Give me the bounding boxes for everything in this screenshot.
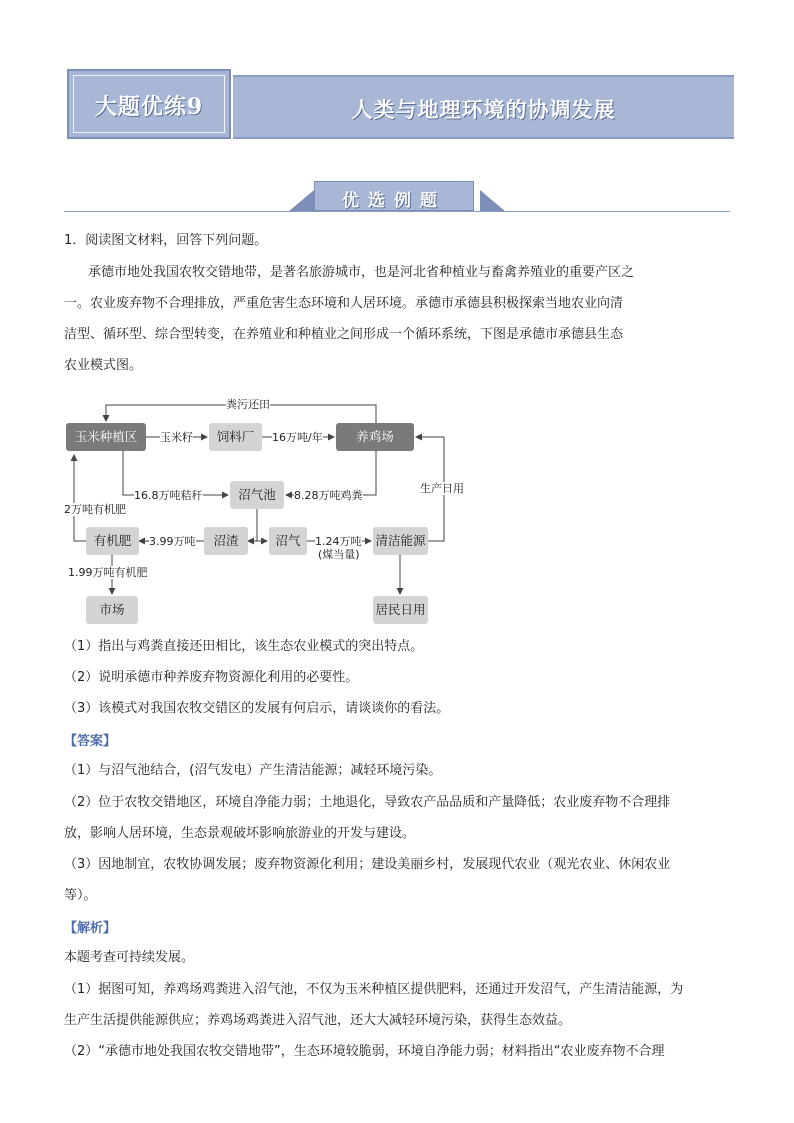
answer-line-2: （2）位于农牧交错地区，环境自净能力弱；土地退化，导致农产品品质和产量降低；农业废弃物不合理排 xyxy=(64,795,671,810)
edge-label-feed-amount: 16万吨/年 xyxy=(272,431,323,444)
analysis-line-3: 生产生活提供能源供应；养鸡场鸡粪进入沼气池，还大大减轻环境污染，获得生态效益。 xyxy=(64,1013,572,1028)
edge-label-gas-unit: (煤当量) xyxy=(318,548,360,561)
material-line-4: 农业模式图。 xyxy=(64,358,143,373)
edge-label-fert-to-corn: 2万吨有机肥 xyxy=(64,503,126,516)
material-line-2: 一。农业废弃物不合理排放，严重危害生态环境和人居环境。承德市承德县积极探索当地农业向清 xyxy=(64,296,624,311)
analysis-line-2: （1）据图可知，养鸡场鸡粪进入沼气池，不仅为玉米种植区提供肥料，还通过开发沼气，产生清洁能源，为 xyxy=(64,982,684,997)
answer-line-1: （1）与沼气池结合，(沼气发电）产生清洁能源；减轻环境污染。 xyxy=(64,763,442,778)
sub-question-2: （2）说明承德市种养废弃物资源化利用的必要性。 xyxy=(64,670,359,685)
node-organic-fertilizer: 有机肥 xyxy=(86,527,139,555)
edge-label-production-use: 生产日用 xyxy=(420,482,464,495)
edge-label-manure: 8.28万吨鸡粪 xyxy=(294,489,363,502)
question-stem: 1．阅读图文材料，回答下列问题。 xyxy=(64,233,268,248)
analysis-line-4: （2）“承德市地处我国农牧交错地带”，生态环境较脆弱，环境自净能力弱；材料指出“农业废弃物不合理 xyxy=(64,1044,665,1059)
sub-question-1: （1）指出与鸡粪直接还田相比，该生态农业模式的突出特点。 xyxy=(64,639,424,654)
node-feed-factory: 饲料厂 xyxy=(209,423,262,451)
answer-heading: 【答案】 xyxy=(64,734,117,749)
node-residents-use: 居民日用 xyxy=(373,596,428,624)
node-chicken-farm: 养鸡场 xyxy=(336,423,414,451)
answer-line-4: （3）因地制宜，农牧协调发展；废弃物资源化利用；建设美丽乡村，发展现代农业（观光农业、休闲农业 xyxy=(64,857,671,872)
material-line-3: 洁型、循环型、综合型转变，在养殖业和种植业之间形成一个循环系统，下图是承德市承德县生态 xyxy=(64,327,624,342)
header-left-title: 大题优练9 xyxy=(94,94,204,120)
node-biogas-pool: 沼气池 xyxy=(230,481,284,509)
edge-label-residue-amount: 3.99万吨 xyxy=(149,535,196,548)
analysis-heading: 【解析】 xyxy=(64,921,117,936)
analysis-line-1: 本题考查可持续发展。 xyxy=(64,950,195,965)
section-tag-label: 优选例题 xyxy=(342,191,446,211)
edge-label-corn-seed: 玉米籽 xyxy=(160,431,193,444)
node-clean-energy: 清洁能源 xyxy=(373,527,428,555)
node-market: 市场 xyxy=(86,596,138,624)
node-biogas: 沼气 xyxy=(269,527,307,555)
edge-label-fert-to-market: 1.99万吨有机肥 xyxy=(68,566,148,579)
node-corn-area: 玉米种植区 xyxy=(66,423,146,451)
material-line-1: 承德市地处我国农牧交错地带，是著名旅游城市，也是河北省种植业与畜禽养殖业的重要产区之 xyxy=(88,265,635,280)
edge-label-straw: 16.8万吨秸秆 xyxy=(134,489,203,502)
answer-line-5: 等）。 xyxy=(64,888,97,903)
answer-line-3: 放，影响人居环境，生态景观破坏影响旅游业的开发与建设。 xyxy=(64,826,416,841)
sub-question-3: （3）该模式对我国农牧交错区的发展有何启示，请谈谈你的看法。 xyxy=(64,701,450,716)
node-biogas-residue: 沼渣 xyxy=(204,527,248,555)
edge-label-gas-amount: 1.24万吨 xyxy=(315,535,362,548)
edge-label-manure-return: 粪污还田 xyxy=(226,398,270,411)
header-right-title: 人类与地理环境的协调发展 xyxy=(351,97,616,122)
